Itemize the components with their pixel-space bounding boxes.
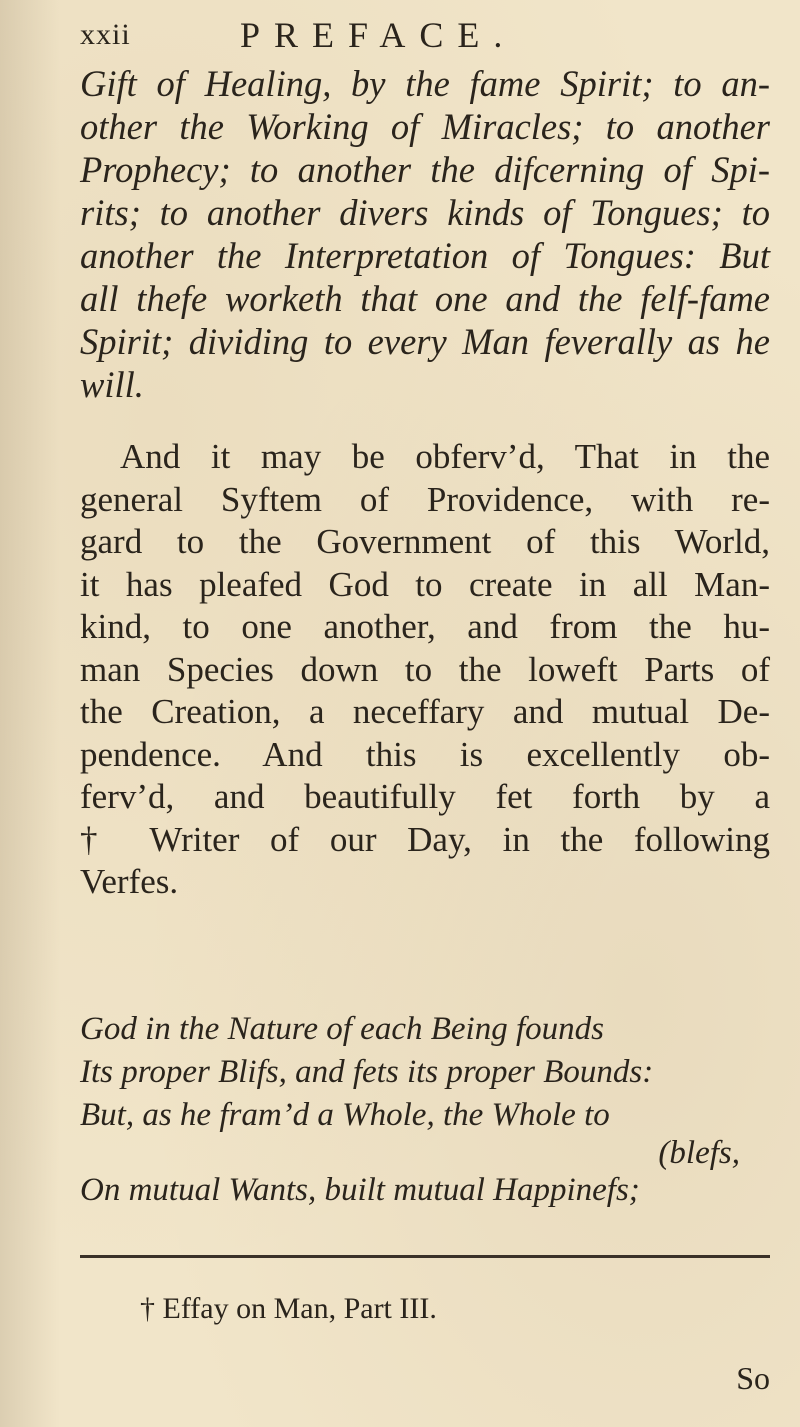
footnote: † Effay on Man, Part III. bbox=[140, 1292, 437, 1325]
quote-line: Prophecy; to another the difcerning of Spi- bbox=[80, 149, 770, 190]
page-number: xxii bbox=[80, 18, 131, 51]
quote-line: other the Working of Miracles; to another bbox=[80, 106, 770, 147]
verse-line: But, as he fram’d a Whole, the Whole to bbox=[80, 1097, 610, 1133]
verse-line: On mutual Wants, built mutual Happinefs; bbox=[80, 1172, 640, 1208]
quote-line: all thefe worketh that one and the felf-fame bbox=[80, 278, 770, 319]
catchword: So bbox=[736, 1360, 770, 1396]
quote-paragraph bbox=[80, 62, 770, 406]
running-head: PREFACE. bbox=[240, 15, 517, 55]
body-line: gard to the Government of this World, bbox=[80, 522, 770, 561]
verse-turnover: (blefs, bbox=[658, 1135, 740, 1171]
verse-line: God in the Nature of each Being founds bbox=[80, 1011, 604, 1047]
body-line: it has pleafed God to create in all Man- bbox=[80, 564, 770, 604]
body-line: general Syftem of Providence, with re- bbox=[80, 479, 770, 519]
body-paragraph bbox=[80, 436, 770, 904]
quote-line: will. bbox=[80, 364, 144, 405]
body-line: man Species down to the loweft Parts of bbox=[80, 649, 770, 689]
quote-line: Gift of Healing, by the fame Spirit; to an- bbox=[80, 63, 770, 104]
verse-line: Its proper Blifs, and fets its proper Bounds: bbox=[80, 1054, 654, 1090]
body-line: kind, to one another, and from the hu- bbox=[80, 607, 770, 646]
body-line: ferv’d, and beautifully fet forth by a bbox=[80, 777, 770, 816]
page-header bbox=[80, 14, 760, 62]
body-line: Verfes. bbox=[80, 862, 179, 901]
body-line: pendence. And this is excellently ob- bbox=[80, 734, 770, 774]
body-line: the Creation, a neceffary and mutual De- bbox=[80, 692, 770, 731]
quote-line: another the Interpretation of Tongues: But bbox=[80, 235, 770, 276]
quote-line: rits; to another divers kinds of Tongues; to bbox=[80, 192, 770, 233]
quote-line: Spirit; dividing to every Man feverally as he bbox=[80, 321, 770, 362]
body-line: And it may be obferv’d, That in the bbox=[120, 437, 770, 476]
verse-quotation bbox=[80, 1008, 770, 1212]
footnote-rule bbox=[80, 1255, 770, 1258]
body-line: † Writer of our Day, in the following bbox=[80, 819, 770, 859]
